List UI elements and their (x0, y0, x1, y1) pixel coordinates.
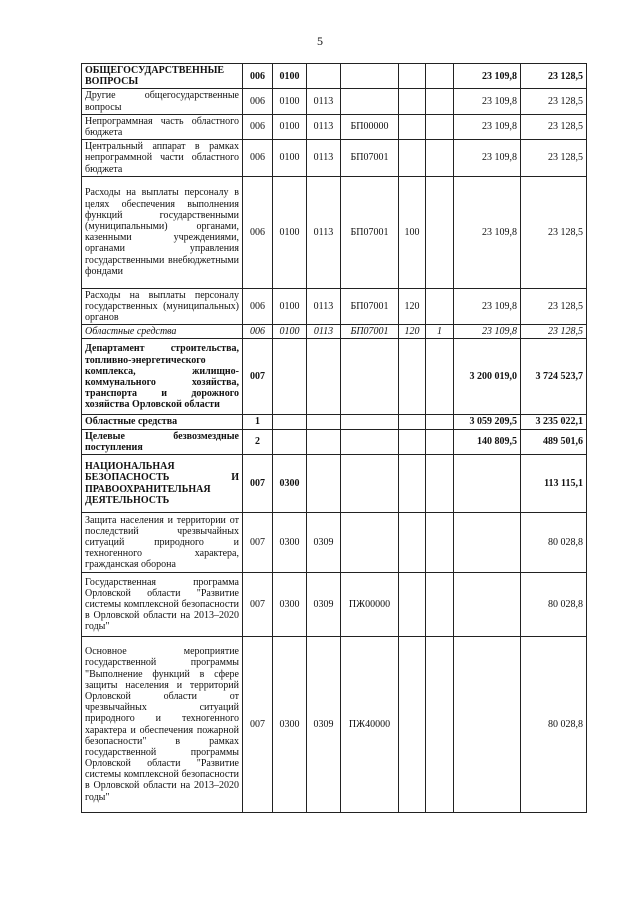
table-row (82, 415, 587, 429)
row-v2-cell: 23 128,5 (521, 140, 587, 177)
row-v1-cell (454, 513, 521, 573)
row-c1-cell: 006 (243, 89, 273, 114)
row-c1-cell: 007 (243, 455, 273, 513)
table-row (82, 140, 587, 177)
table-row (82, 64, 587, 89)
row-c2-cell (273, 429, 307, 454)
row-c3-cell (307, 455, 341, 513)
row-v2-cell: 23 128,5 (521, 288, 587, 325)
row-name-cell: Основное мероприятие государственной программы "Выполнение функций в сфере защиты населения и территорий Орловской области от чрезвычайных ситуаций природного и техногенного характера и обеспечения пожарной безопасности" в рамках государственной программы Орловской области "Развитие системы комплексной безопасности в Орловской области на 2013–2020 годы" (82, 637, 243, 813)
row-c6-cell (426, 573, 454, 637)
table-row (82, 573, 587, 637)
row-v2-cell: 80 028,8 (521, 637, 587, 813)
row-c3-cell: 0113 (307, 288, 341, 325)
row-c2-cell: 0300 (273, 637, 307, 813)
row-c1-cell: 006 (243, 114, 273, 139)
row-c4-cell: ПЖ00000 (341, 573, 399, 637)
row-v2-cell: 489 501,6 (521, 429, 587, 454)
table-row (82, 288, 587, 325)
row-c5-cell (399, 339, 426, 415)
row-c3-cell: 0309 (307, 573, 341, 637)
row-v1-cell: 23 109,8 (454, 89, 521, 114)
row-c2-cell (273, 339, 307, 415)
row-c2-cell: 0100 (273, 114, 307, 139)
row-c2-cell: 0100 (273, 64, 307, 89)
row-c6-cell (426, 637, 454, 813)
row-c4-cell (341, 64, 399, 89)
row-c4-cell (341, 513, 399, 573)
table-row (82, 513, 587, 573)
row-c4-cell: БП07001 (341, 140, 399, 177)
row-c5-cell (399, 637, 426, 813)
row-c5-cell (399, 513, 426, 573)
row-v1-cell: 3 059 209,5 (454, 415, 521, 429)
table-row (82, 89, 587, 114)
row-c2-cell: 0300 (273, 573, 307, 637)
table-row (82, 339, 587, 415)
row-c3-cell: 0309 (307, 637, 341, 813)
row-c3-cell (307, 429, 341, 454)
row-v1-cell (454, 637, 521, 813)
row-c5-cell (399, 64, 426, 89)
table-row (82, 325, 587, 339)
table-row (82, 637, 587, 813)
row-v1-cell: 140 809,5 (454, 429, 521, 454)
row-c3-cell: 0113 (307, 89, 341, 114)
row-c1-cell: 007 (243, 637, 273, 813)
table-row (82, 114, 587, 139)
row-c3-cell (307, 415, 341, 429)
row-c6-cell (426, 513, 454, 573)
row-c6-cell (426, 339, 454, 415)
row-c1-cell: 006 (243, 325, 273, 339)
row-c1-cell: 006 (243, 176, 273, 288)
row-c6-cell (426, 415, 454, 429)
row-v2-cell: 113 115,1 (521, 455, 587, 513)
row-c3-cell (307, 339, 341, 415)
row-name-cell: Расходы на выплаты персоналу в целях обеспечения выполнения функций государственными (муниципальными) органами, казенными учреждениями, органами управления государственными внебюджетными фондами (82, 176, 243, 288)
row-c1-cell: 006 (243, 288, 273, 325)
row-v2-cell: 3 235 022,1 (521, 415, 587, 429)
row-c4-cell: БП07001 (341, 325, 399, 339)
row-c5-cell: 120 (399, 325, 426, 339)
row-c5-cell (399, 415, 426, 429)
row-c4-cell (341, 415, 399, 429)
row-c6-cell (426, 64, 454, 89)
row-c1-cell: 007 (243, 573, 273, 637)
row-c1-cell: 007 (243, 339, 273, 415)
page-number: 5 (317, 34, 323, 48)
row-c2-cell: 0100 (273, 140, 307, 177)
row-name-cell: Департамент строительства, топливно-энергетического комплекса, жилищно-коммунального хозяйства, транспорта и дорожного хозяйства Орловской области (82, 339, 243, 415)
row-c4-cell: БП07001 (341, 288, 399, 325)
row-c5-cell: 100 (399, 176, 426, 288)
row-c2-cell: 0100 (273, 89, 307, 114)
row-name-cell: Государственная программа Орловской области "Развитие системы комплексной безопасности в Орловской области на 2013–2020 годы" (82, 573, 243, 637)
row-c3-cell: 0309 (307, 513, 341, 573)
row-c5-cell (399, 140, 426, 177)
row-c4-cell (341, 429, 399, 454)
budget-table (81, 63, 587, 813)
row-name-cell: НАЦИОНАЛЬНАЯ БЕЗОПАСНОСТЬ И ПРАВООХРАНИТЕЛЬНАЯ ДЕЯТЕЛЬНОСТЬ (82, 455, 243, 513)
row-c4-cell: БП07001 (341, 176, 399, 288)
row-c5-cell (399, 114, 426, 139)
row-c4-cell: ПЖ40000 (341, 637, 399, 813)
row-c1-cell: 006 (243, 140, 273, 177)
row-c4-cell (341, 339, 399, 415)
row-c5-cell: 120 (399, 288, 426, 325)
row-c5-cell (399, 429, 426, 454)
row-v1-cell: 23 109,8 (454, 325, 521, 339)
row-v2-cell: 23 128,5 (521, 176, 587, 288)
row-c6-cell: 1 (426, 325, 454, 339)
row-v2-cell: 23 128,5 (521, 64, 587, 89)
row-c4-cell (341, 455, 399, 513)
row-v2-cell: 80 028,8 (521, 573, 587, 637)
row-c3-cell: 0113 (307, 325, 341, 339)
table-row (82, 455, 587, 513)
row-name-cell: ОБЩЕГОСУДАРСТВЕННЫЕ ВОПРОСЫ (82, 64, 243, 89)
row-c1-cell: 2 (243, 429, 273, 454)
row-c6-cell (426, 140, 454, 177)
row-v1-cell: 3 200 019,0 (454, 339, 521, 415)
row-c2-cell: 0100 (273, 325, 307, 339)
row-v2-cell: 80 028,8 (521, 513, 587, 573)
row-c6-cell (426, 176, 454, 288)
row-name-cell: Другие общегосударственные вопросы (82, 89, 243, 114)
row-c4-cell: БП00000 (341, 114, 399, 139)
row-c6-cell (426, 89, 454, 114)
row-c3-cell: 0113 (307, 176, 341, 288)
row-c1-cell: 006 (243, 64, 273, 89)
row-v2-cell: 3 724 523,7 (521, 339, 587, 415)
row-c2-cell: 0100 (273, 288, 307, 325)
row-c2-cell: 0100 (273, 176, 307, 288)
row-v1-cell: 23 109,8 (454, 64, 521, 89)
row-v2-cell: 23 128,5 (521, 325, 587, 339)
row-name-cell: Целевые безвозмездные поступления (82, 429, 243, 454)
row-name-cell: Областные средства (82, 415, 243, 429)
row-c6-cell (426, 455, 454, 513)
row-c3-cell: 0113 (307, 140, 341, 177)
row-c4-cell (341, 89, 399, 114)
row-c2-cell (273, 415, 307, 429)
row-c2-cell: 0300 (273, 455, 307, 513)
row-c5-cell (399, 455, 426, 513)
table-body (82, 64, 587, 813)
row-c3-cell (307, 64, 341, 89)
row-c3-cell: 0113 (307, 114, 341, 139)
row-v1-cell: 23 109,8 (454, 140, 521, 177)
table-row (82, 176, 587, 288)
table-row (82, 429, 587, 454)
row-v2-cell: 23 128,5 (521, 114, 587, 139)
row-v2-cell: 23 128,5 (521, 89, 587, 114)
row-name-cell: Непрограммная часть областного бюджета (82, 114, 243, 139)
row-name-cell: Защита населения и территории от последствий чрезвычайных ситуаций природного и техногенного характера, гражданская оборона (82, 513, 243, 573)
row-c5-cell (399, 89, 426, 114)
row-v1-cell: 23 109,8 (454, 114, 521, 139)
row-c1-cell: 007 (243, 513, 273, 573)
row-name-cell: Областные средства (82, 325, 243, 339)
row-v1-cell (454, 455, 521, 513)
row-name-cell: Расходы на выплаты персоналу государственных (муниципальных) органов (82, 288, 243, 325)
row-c6-cell (426, 429, 454, 454)
row-v1-cell: 23 109,8 (454, 176, 521, 288)
row-v1-cell (454, 573, 521, 637)
row-c6-cell (426, 114, 454, 139)
row-c2-cell: 0300 (273, 513, 307, 573)
row-c1-cell: 1 (243, 415, 273, 429)
row-c6-cell (426, 288, 454, 325)
row-c5-cell (399, 573, 426, 637)
row-name-cell: Центральный аппарат в рамках непрограммной части областного бюджета (82, 140, 243, 177)
row-v1-cell: 23 109,8 (454, 288, 521, 325)
